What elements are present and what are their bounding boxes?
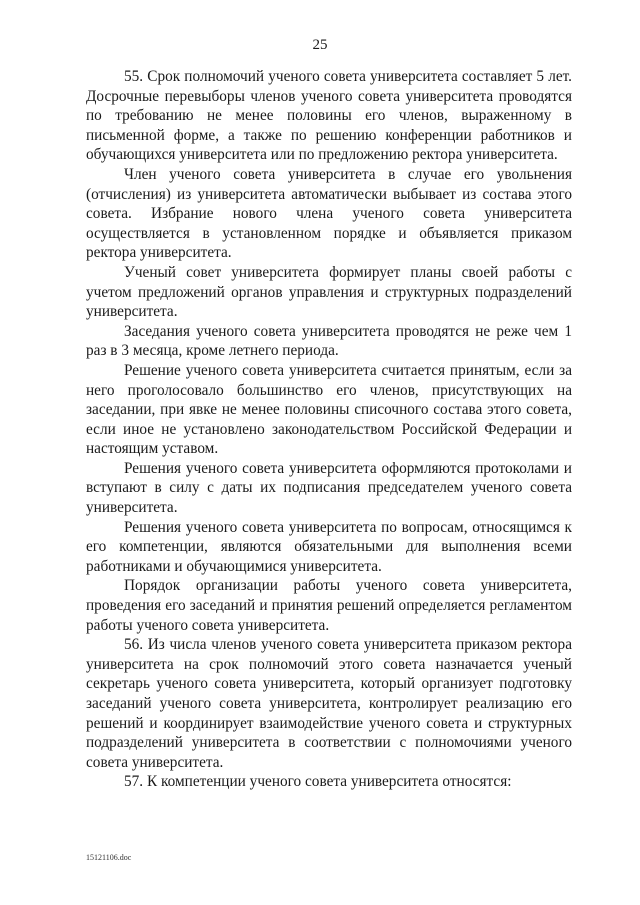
paragraph-decision-protocols: Решения ученого совета университета оформляются протоколами и вступают в силу с даты их подписания председателем ученого совета университета. [86, 459, 572, 517]
paragraph-meetings-frequency: Заседания ученого совета университета проводятся не реже чем 1 раз в 3 месяца, кроме летнего периода. [86, 322, 572, 360]
paragraph-work-plans: Ученый совет университета формирует планы своей работы с учетом предложений органов управления и структурных подразделений университета. [86, 263, 572, 321]
paragraph-56: 56. Из числа членов ученого совета университета приказом ректора университета на срок полномочий этого совета назначается ученый секретарь ученого совета университета, который организует подготовку заседаний ученого совета университета, контролирует реализацию его решений и координирует взаимодействие ученого совета и структурных подразделений университета в соответствии с полномочиями ученого совета университета. [86, 636, 572, 771]
paragraph-55: 55. Срок полномочий ученого совета университета составляет 5 лет. Досрочные перевыборы членов ученого совета университета проводятся по требованию не менее половины его членов, выраженному в письменной форме, а также по решению конференции работников и обучающихся университета или по предложению ректора университета. [86, 68, 572, 164]
paragraph-member-leaving: Член ученого совета университета в случае его увольнения (отчисления) из университета автоматически выбывает из состава этого совета. Избрание нового члена ученого совета университета осуществляется в установленном порядке и объявляется приказом ректора университета. [86, 165, 572, 262]
page-number: 25 [312, 37, 328, 53]
paragraph-57: 57. К компетенции ученого совета университета относятся: [124, 773, 512, 791]
paragraph-decision-adoption: Решение ученого совета университета считается принятым, если за него проголосовало большинство его членов, присутствующих на заседании, при явке не менее половины списочного состава этого совета, если иное не установлено законодательством Российской Федерации и настоящим уставом. [86, 361, 572, 458]
footer-document-code: 15121106.doc [86, 853, 132, 862]
paragraph-work-regulation: Порядок организации работы ученого совета университета, проведения его заседаний и принятия решений определяется регламентом работы ученого совета университета. [86, 577, 572, 634]
document-body [86, 67, 572, 792]
paragraph-decision-binding: Решения ученого совета университета по вопросам, относящимся к его компетенции, являются обязательными для выполнения всеми работниками и обучающимися университета. [86, 518, 572, 575]
